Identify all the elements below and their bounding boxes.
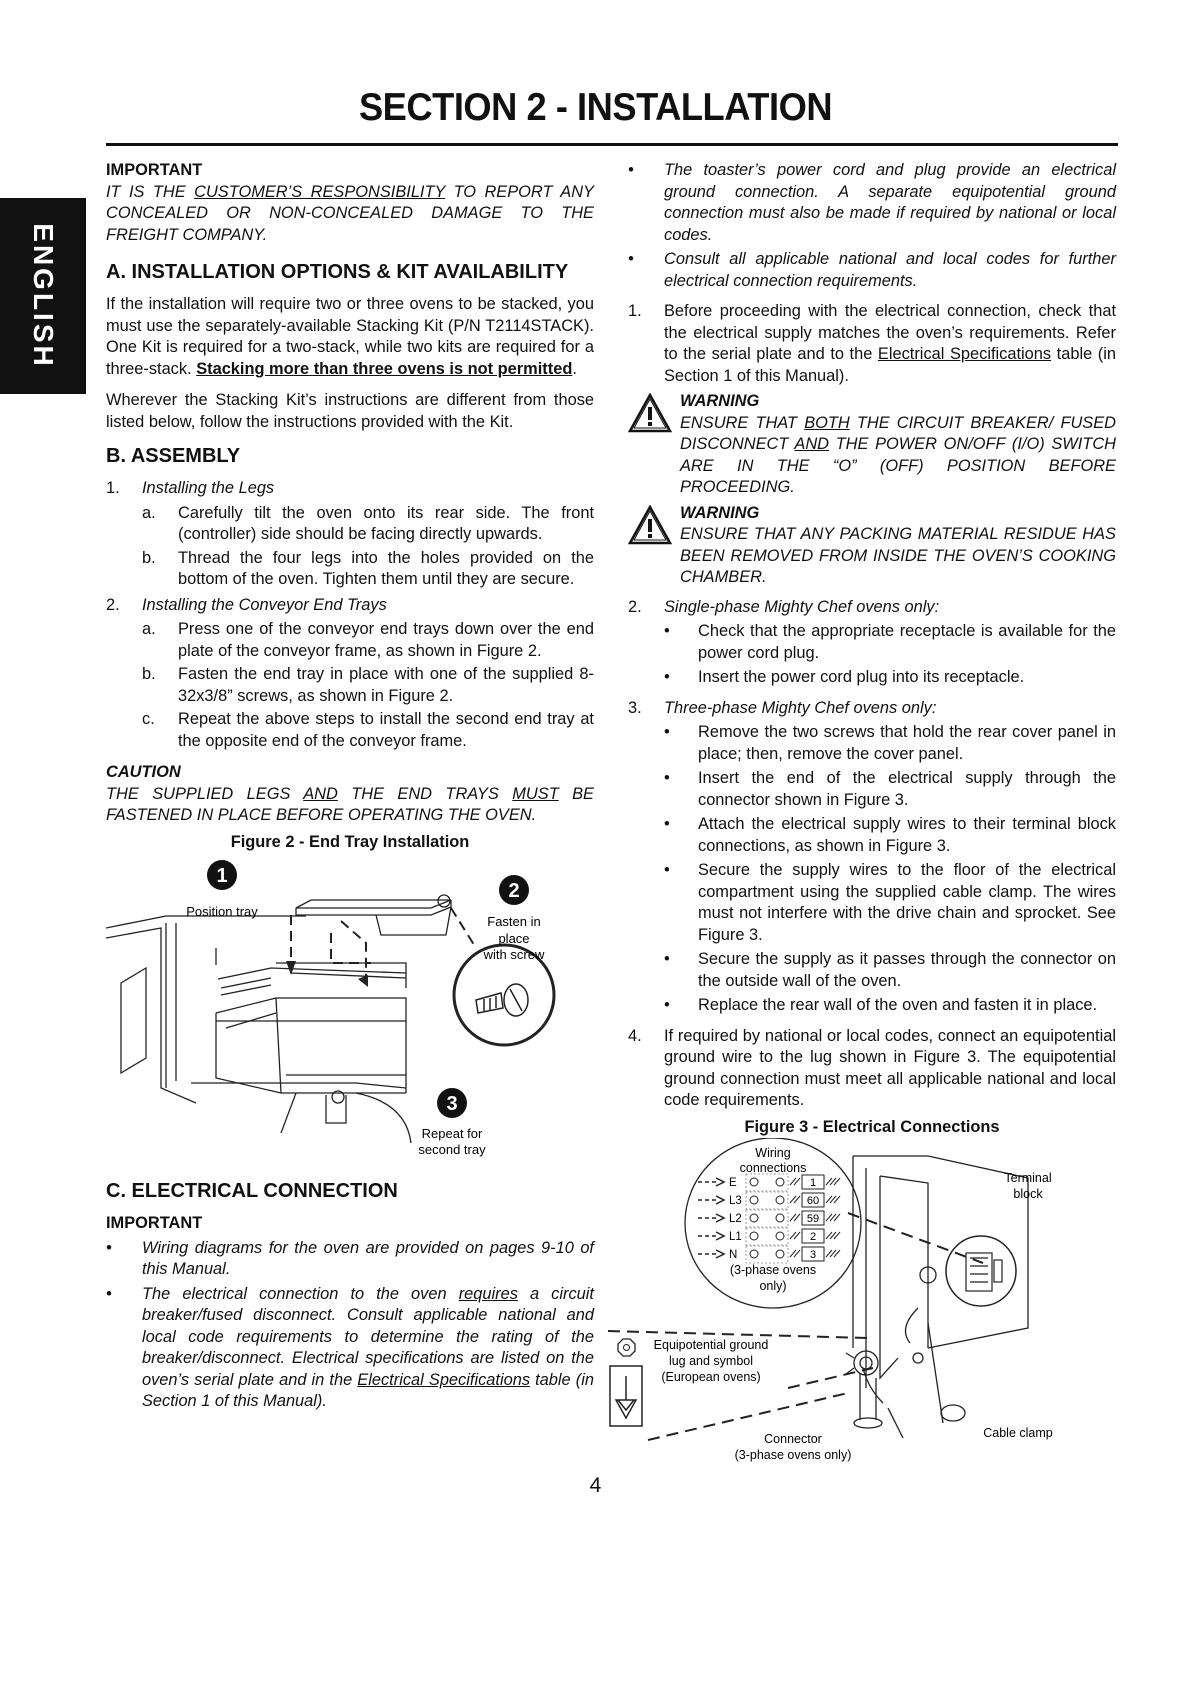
- warning-triangle-icon: [628, 505, 672, 545]
- fig3-equip-2: lug and symbol: [668, 1354, 754, 1368]
- left-column: [106, 160, 594, 1413]
- warning-block-2: WARNING ENSURE THAT ANY PACKING MATERIAL RESIDUE HAS BEEN REMOVED FROM INSIDE THE OVEN’S COOKING CHAMBER.: [628, 503, 1116, 589]
- list-item: • Secure the supply wires to the floor of the electrical compartment using the supplied cable clamp. The wires must not interfere with the drive chain and sprocket. See Figure 3.: [664, 861, 1116, 944]
- fig3-connector-2: (3-phase ovens only): [734, 1448, 852, 1462]
- terminal-label: L3: [729, 1195, 742, 1207]
- list-item: • Remove the two screws that hold the rear cover panel in place; then, remove the cover panel.: [664, 723, 1116, 763]
- terminal-label: L1: [729, 1231, 742, 1243]
- list-item: • The toaster’s power cord and plug provide an electrical ground connection. A separate equipotential ground connection must also be made if required by national or local codes.: [628, 161, 1116, 244]
- warning-block-1: WARNING ENSURE THAT BOTH THE CIRCUIT BREAKER/ FUSED DISCONNECT AND THE POWER ON/OFF (I/O) SWITCH ARE IN THE “O” (OFF) POSITION BEFORE PROCEEDING.: [628, 391, 1116, 499]
- terminal-row: [698, 1174, 840, 1191]
- warning-triangle-icon: [628, 393, 672, 433]
- svg-text:1: 1: [216, 865, 228, 887]
- important-label-2: IMPORTANT: [106, 1214, 203, 1232]
- svg-text:with screw: with screw: [483, 947, 545, 962]
- fig3-wiring-callout: [740, 1146, 807, 1175]
- terminal-number: 1: [809, 1177, 817, 1189]
- fig3-terminal-rows: [698, 1174, 840, 1263]
- fig2-step-2: [483, 875, 545, 962]
- figure-3-caption: Figure 3 - Electrical Connections: [744, 1117, 1000, 1136]
- fig3-equip-1: Equipotential ground: [653, 1338, 769, 1352]
- terminal-label: N: [729, 1249, 738, 1261]
- terminal-row: [698, 1246, 840, 1263]
- section-b-heading: B. ASSEMBLY: [106, 445, 241, 467]
- list-item: • Secure the supply as it passes through the connector on the outside wall of the oven.: [664, 950, 1116, 990]
- fig2-step-3: [418, 1088, 486, 1157]
- terminal-row: [698, 1228, 840, 1245]
- svg-text:2: 2: [508, 880, 520, 902]
- figure-3-electrical-diagram: [598, 1138, 1086, 1468]
- svg-text:Fasten in: Fasten in: [487, 914, 541, 929]
- fig3-equip-3: (European ovens): [661, 1370, 761, 1384]
- fig2-step-1: [186, 860, 258, 919]
- fig3-phase-note-2: only): [759, 1279, 787, 1293]
- fig3-terminal-block-1: Terminal: [1004, 1171, 1052, 1185]
- equipotential-ground-symbol-icon: [610, 1366, 642, 1426]
- terminal-label: E: [729, 1177, 737, 1189]
- terminal-row: [698, 1210, 840, 1227]
- caution-text: THE SUPPLIED LEGS AND THE END TRAYS MUST BE FASTENED IN PLACE BEFORE OPERATING THE OVEN.: [106, 784, 594, 824]
- list-item: a. Press one of the conveyor end trays down over the end plate of the conveyor frame, as shown in Figure 2.: [142, 620, 594, 660]
- svg-text:Position tray: Position tray: [186, 904, 258, 919]
- list-item: c. Repeat the above steps to install the second end tray at the opposite end of the conveyor frame.: [142, 710, 594, 750]
- fig3-phase-note-1: (3-phase ovens: [729, 1263, 817, 1277]
- fig3-connector-1: Connector: [764, 1432, 822, 1446]
- list-item: • Replace the rear wall of the oven and fasten it in place.: [664, 996, 1098, 1014]
- section-c-heading: C. ELECTRICAL CONNECTION: [106, 1180, 398, 1202]
- list-item: b. Thread the four legs into the holes provided on the bottom of the oven. Tighten them until they are secure.: [142, 548, 594, 588]
- language-tab-label: ENGLISH: [28, 223, 59, 369]
- terminal-number: 2: [809, 1231, 817, 1243]
- list-item: 2. Installing the Conveyor End Trays: [106, 595, 387, 614]
- list-item: 2. Single-phase Mighty Chef ovens only:: [628, 597, 940, 616]
- terminal-label: L2: [729, 1213, 742, 1225]
- equipotential-lug-icon: [618, 1339, 635, 1356]
- caution-label: CAUTION: [106, 763, 181, 781]
- svg-text:second tray: second tray: [418, 1142, 486, 1157]
- fig3-cable-clamp: Cable clamp: [983, 1426, 1053, 1440]
- list-item: • Insert the power cord plug into its receptacle.: [664, 668, 1025, 686]
- list-item: • Consult all applicable national and local codes for further electrical connection requirements.: [628, 250, 1116, 290]
- list-item: 1. Before proceeding with the electrical connection, check that the electrical supply matches the oven’s requirements. Refer to the serial plate and to the Electrical Specifications table (in Section 1 of this Manual).: [628, 302, 1116, 385]
- list-item: 4. If required by national or local codes, connect an equipotential ground wire to the lug shown in Figure 3. The equipotential ground connection must meet all applicable national and local code requirements.: [628, 1026, 1116, 1109]
- figure-2-end-tray-diagram: [106, 853, 594, 1173]
- list-item: • Attach the electrical supply wires to their terminal block connections, as shown in Figure 3.: [664, 815, 1116, 855]
- list-item: • Insert the end of the electrical supply through the connector shown in Figure 3.: [664, 769, 1116, 809]
- section-a-heading: A. INSTALLATION OPTIONS & KIT AVAILABILITY: [106, 261, 569, 283]
- section-a-paragraph-1: If the installation will require two or three ovens to be stacked, you must use the separately-available Stacking Kit (P/N T2114STACK). One Kit is required for a two-stack, while two kits are required for a three-stack. Stacking more than three ovens is not permitted.: [106, 295, 594, 378]
- page-number: 4: [589, 1474, 602, 1497]
- terminal-number: 60: [806, 1195, 820, 1207]
- list-item: 1. Installing the Legs: [106, 479, 275, 497]
- list-item: 3. Three-phase Mighty Chef ovens only:: [628, 698, 937, 717]
- list-item: • Check that the appropriate receptacle is available for the power cord plug.: [664, 622, 1116, 662]
- terminal-number: 3: [809, 1249, 817, 1261]
- right-column: [628, 160, 1116, 1468]
- list-item: a. Carefully tilt the oven onto its rear side. The front (controller) side should be facing directly upwards.: [142, 503, 594, 543]
- figure-2-caption: Figure 2 - End Tray Installation: [230, 832, 470, 851]
- svg-text:Repeat for: Repeat for: [421, 1126, 483, 1141]
- svg-text:Wiring: Wiring: [755, 1146, 791, 1160]
- section-a-paragraph-2: Wherever the Stacking Kit’s instructions are different from those listed below, follow the instructions provided with the Kit.: [106, 391, 594, 431]
- list-item: • Wiring diagrams for the oven are provided on pages 9-10 of this Manual.: [106, 1238, 594, 1278]
- fig3-terminal-block-2: block: [1013, 1187, 1043, 1201]
- language-tab: [0, 198, 86, 394]
- important-note: IT IS THE CUSTOMER’S RESPONSIBILITY TO REPORT ANY CONCEALED OR NON-CONCEALED DAMAGE TO THE FREIGHT COMPANY.: [106, 182, 594, 244]
- terminal-number: 59: [806, 1213, 820, 1225]
- svg-text:connections: connections: [739, 1161, 807, 1175]
- title-rule: [106, 143, 1118, 146]
- terminal-row: [698, 1192, 840, 1209]
- important-label: IMPORTANT: [106, 161, 203, 179]
- list-item: • The electrical connection to the oven requires a circuit breaker/fused disconnect. Consult applicable national and local code requirements to determine the rating of the breaker/disconnect. Electrical specifications are listed on the oven’s serial plate and in the Electrical Specifications table (in Section 1 of this Manual).: [106, 1284, 594, 1410]
- list-item: b. Fasten the end tray in place with one of the supplied 8-32x3/8” screws, as shown in Figure 2.: [142, 665, 594, 705]
- svg-text:place: place: [498, 931, 530, 946]
- page-title: SECTION 2 - INSTALLATION: [358, 86, 833, 129]
- svg-text:3: 3: [446, 1093, 458, 1115]
